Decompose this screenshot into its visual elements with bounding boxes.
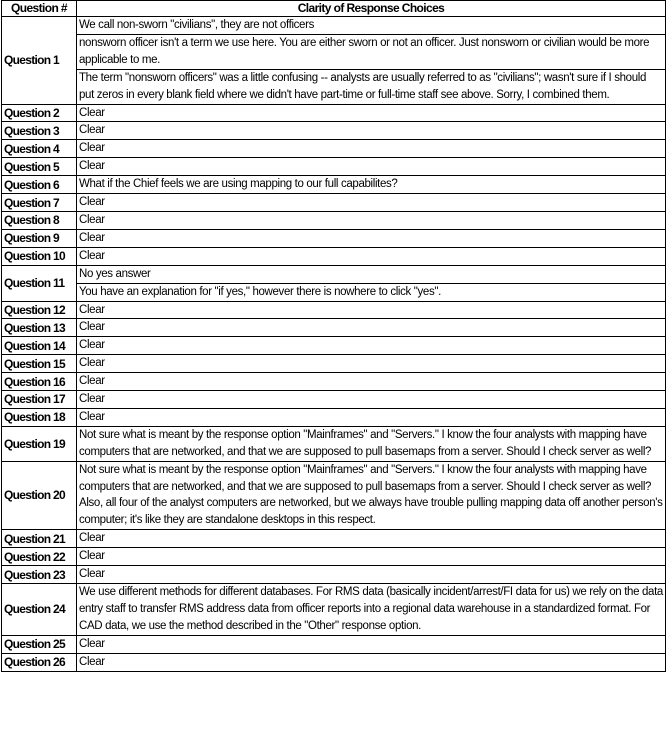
table-row [2,355,666,373]
table-row [2,408,666,426]
table-row [2,17,666,35]
response-text: Clear [77,229,666,247]
response-text: Clear [77,408,666,426]
table-row [2,34,666,69]
question-label: Question 17 [2,391,77,409]
response-text: Clear [77,247,666,265]
question-label: Question 10 [2,247,77,265]
table-row [2,566,666,584]
table-row [2,391,666,409]
question-label: Question 9 [2,229,77,247]
table-row [2,426,666,461]
table-row [2,229,666,247]
question-label: Question 4 [2,140,77,158]
question-label: Question 15 [2,355,77,373]
response-text: Clear [77,566,666,584]
response-clarity-table [1,0,666,672]
response-text: Clear [77,104,666,122]
question-label: Question 12 [2,301,77,319]
response-text: No yes answer [77,265,666,283]
question-label: Question 8 [2,211,77,229]
response-text: Clear [77,158,666,176]
table-row [2,283,666,301]
table-row [2,176,666,194]
question-label: Question 11 [2,265,77,301]
question-label: Question 5 [2,158,77,176]
table-row [2,301,666,319]
question-label: Question 6 [2,176,77,194]
question-label: Question 26 [2,653,77,671]
header-row [2,1,666,17]
response-text: Not sure what is meant by the response option "Mainframes" and "Servers." I know the four analysts with mapping have computers that are networked, and that we are supposed to pull basemaps from a server. Should I check server as well? Also, all four of the analyst computers are networked, but we always have trouble pulling mapping data off another person's computer; it's like they are standalone desktops in this respect. [77,461,666,530]
question-label: Question 7 [2,194,77,212]
question-label: Question 14 [2,337,77,355]
response-text: Clear [77,355,666,373]
question-label: Question 2 [2,104,77,122]
question-label: Question 21 [2,530,77,548]
table-row [2,158,666,176]
response-text: Clear [77,635,666,653]
question-label: Question 1 [2,17,77,105]
table-row [2,584,666,636]
table-row [2,265,666,283]
table-row [2,548,666,566]
question-label: Question 23 [2,566,77,584]
table-row [2,373,666,391]
response-text: Clear [77,140,666,158]
response-text: Not sure what is meant by the response option "Mainframes" and "Servers." I know the four analysts with mapping have computers that are networked, and that we are supposed to pull basemaps from a server. Should I check server as well? [77,426,666,461]
response-text: Clear [77,211,666,229]
question-label: Question 24 [2,584,77,636]
table-row [2,635,666,653]
question-label: Question 25 [2,635,77,653]
question-label: Question 19 [2,426,77,461]
question-label: Question 20 [2,461,77,530]
question-label: Question 3 [2,122,77,140]
response-text: Clear [77,373,666,391]
response-text: The term "nonsworn officers" was a little confusing -- analysts are usually referred to as "civilians"; wasn't sure if I should put zeros in every blank field where we didn't have part-time or full-time staff see above. Sorry, I combined them. [77,69,666,104]
table-body [2,17,666,672]
table-row [2,69,666,104]
table-row [2,337,666,355]
table-row [2,653,666,671]
table-row [2,319,666,337]
response-text: You have an explanation for "if yes," however there is nowhere to click "yes". [77,283,666,301]
question-label: Question 13 [2,319,77,337]
response-text: Clear [77,194,666,212]
response-text: Clear [77,391,666,409]
response-text: Clear [77,548,666,566]
response-text: We use different methods for different databases. For RMS data (basically incident/arrest/FI data for us) we rely on the data entry staff to transfer RMS address data from officer reports into a regional data warehouse in a standardized format. For CAD data, we use the method described in the "Other" response option. [77,584,666,636]
response-text: Clear [77,653,666,671]
response-text: Clear [77,301,666,319]
response-text: We call non-sworn "civilians", they are not officers [77,17,666,35]
table-row [2,247,666,265]
response-text: nonsworn officer isn't a term we use here. You are either sworn or not an officer. Just nonsworn or civilian would be more applicable to me. [77,34,666,69]
response-text: Clear [77,530,666,548]
table-row [2,140,666,158]
table-row [2,530,666,548]
response-text: Clear [77,122,666,140]
response-text: Clear [77,337,666,355]
question-column-header: Question # [2,1,77,17]
response-column-header: Clarity of Response Choices [77,1,666,17]
table-row [2,122,666,140]
table-row [2,104,666,122]
question-label: Question 18 [2,408,77,426]
table-row [2,194,666,212]
table-row [2,211,666,229]
question-label: Question 16 [2,373,77,391]
question-label: Question 22 [2,548,77,566]
response-text: Clear [77,319,666,337]
table-row [2,461,666,530]
response-text: What if the Chief feels we are using mapping to our full capabilites? [77,176,666,194]
